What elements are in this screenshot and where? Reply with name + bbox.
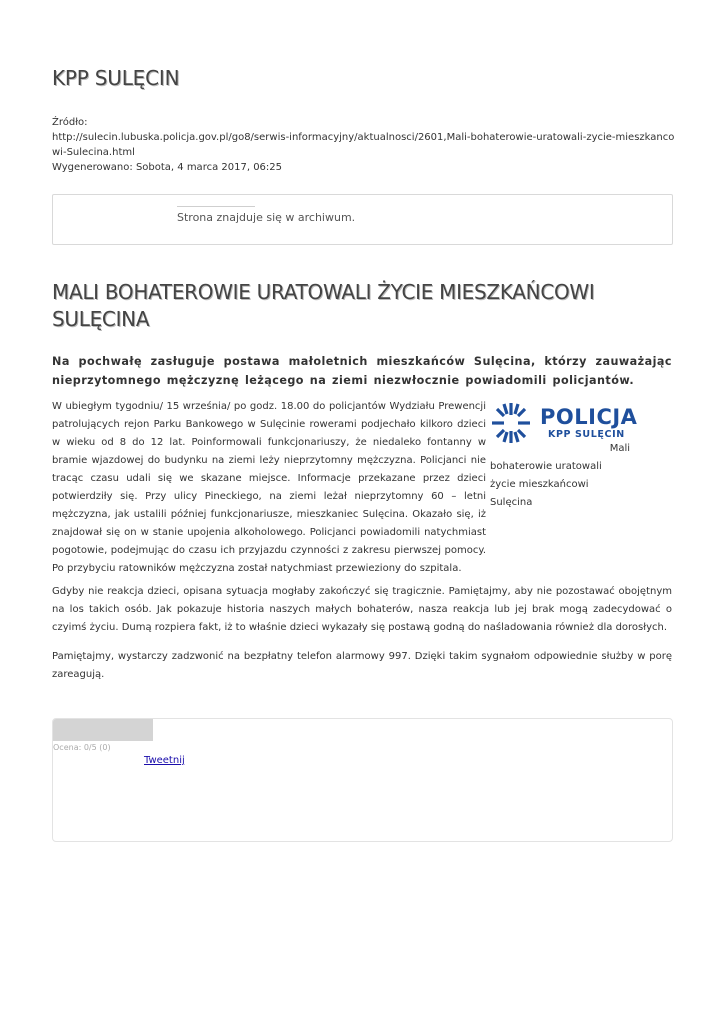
article-footer xyxy=(52,718,673,842)
archive-notice-box xyxy=(52,194,673,245)
site-title: KPP SULĘCIN xyxy=(52,66,180,90)
archive-divider xyxy=(177,206,255,207)
article-lead: Na pochwałę zasługuje postawa małoletnich mieszkańców Sulęcina, którzy zauważając nieprzytomnego mężczyznę leżącego na ziemi niezwłocznie powiadomili policjantów. xyxy=(52,355,672,387)
article-paragraph-1: W ubiegłym tygodniu/ 15 września/ po godz. 18.00 do policjantów Wydziału Prewencji patrolujących rejon Parku Bankowego w Sulęcinie rowerami podjechało kilkoro dzieci w wieku od 8 do 12 lat. Poinformowali funkcjonariuszy, że niedaleko fontanny w bramie wjazdowej do budynku na ziemi leży nieprzytomny mężczyzna. Policjanci nie tracąc czasu udali się we skazane miejsce. Informacje przekazane przez dzieci potwierdziły się. Przy ulicy Pineckiego, na ziemi leżał nieprzytomny 60 – letni mężczyzna, jak ustalili później funkcjonariusze, mieszkaniec Sulęcina. Okazało się, iż znajdował się on w stanie upojenia alkoholowego. Policjanci powiadomili natychmiast pogotowie, podejmując do czasu ich przyjazdu czynności z zakresu pierwszej pomocy. Po przybyciu ratowników mężczyzna został natychmiast przewieziony do szpitala. xyxy=(52,401,486,574)
police-star-icon xyxy=(490,401,532,445)
article-paragraph-3: Pamiętajmy, wystarczy zadzwonić na bezpłatny telefon alarmowy 997. Dzięki takim sygnałom odpowiednie służby w porę zareagują. xyxy=(52,651,672,680)
archive-notice: Strona znajduje się w archiwum. xyxy=(177,211,356,224)
article-title: MALI BOHATEROWIE URATOWALI ŻYCIE MIESZKAŃCOWI SULĘCINA xyxy=(52,280,595,331)
source-meta xyxy=(52,115,677,175)
article-paragraph-2: Gdyby nie reakcja dzieci, opisana sytuacja mogłaby zakończyć się tragicznie. Pamiętajmy, aby nie pozostawać obojętnym na los takich osób. Jak pokazuje historia naszych małych bohaterów, nasza reakcja lub jej brak mogą zadecydować o czyimś życiu. Dumą rozpiera fakt, iż to właśnie dzieci wykazały się postawą godną do naśladowania również dla dorosłych. xyxy=(52,586,672,633)
generated-date: Wygenerowano: Sobota, 4 marca 2017, 06:25 xyxy=(52,162,283,173)
source-url: http://sulecin.lubuska.policja.gov.pl/go8/serwis-informacyjny/aktualnosci/2601,Mali-bohaterowie-uratowali-zycie-mieszkancowi-Sulecina.html xyxy=(52,132,675,158)
policja-logo xyxy=(490,400,660,446)
figure-caption xyxy=(490,440,630,512)
logo-brand: POLICJA xyxy=(540,404,638,429)
figure-caption-first: Mali xyxy=(609,443,630,454)
logo-unit: KPP SULĘCIN xyxy=(548,428,625,440)
figure-caption-rest: bohaterowie uratowali życie mieszkańcowi Sulęcina xyxy=(490,461,602,508)
article-figure xyxy=(490,400,660,512)
rating-stars[interactable] xyxy=(53,719,153,741)
tweet-link[interactable]: Tweetnij xyxy=(144,755,185,766)
rating-text: Ocena: 0/5 (0) xyxy=(53,743,111,752)
source-label: Źródło: xyxy=(52,117,88,128)
